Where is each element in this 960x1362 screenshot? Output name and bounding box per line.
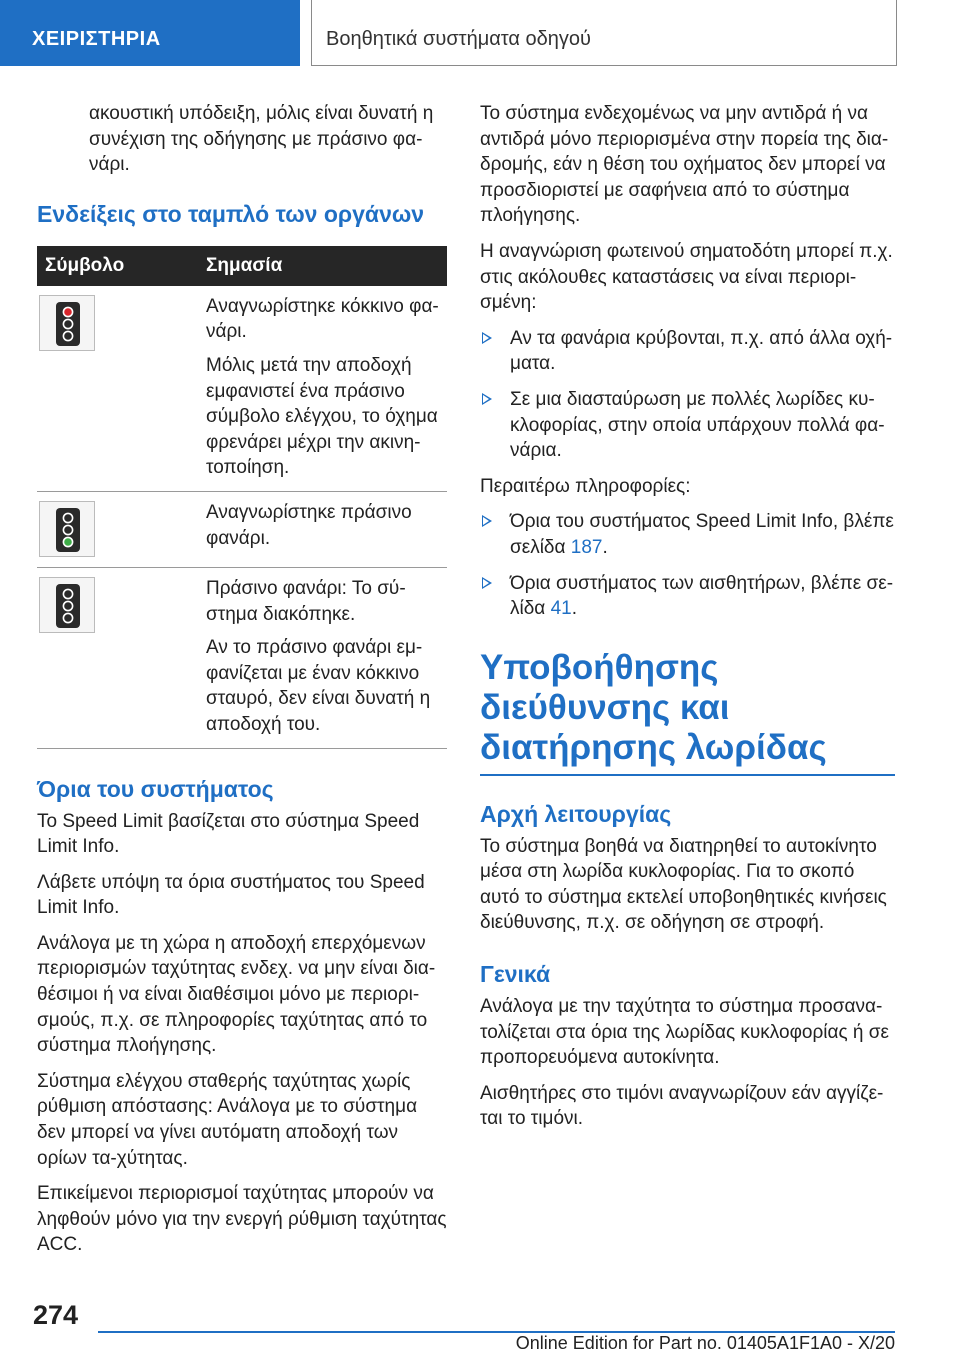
table-heading: Ενδείξεις στο ταμπλό των οργάνων bbox=[37, 200, 425, 227]
row-meaning-text: Πράσινο φανάρι: Το σύ-στημα διακόπηκε. bbox=[206, 577, 406, 625]
symbol-table bbox=[37, 246, 447, 749]
section-heading: Υποβοήθησης διεύθυνσης και διατήρησης λωρίδας bbox=[480, 648, 895, 776]
reference-list bbox=[480, 509, 895, 621]
row-meaning-detail: Μόλις μετά την αποδοχή εμφανιστεί ένα πράσινο σύμβολο ελέγχου, το όχημα φρενάρει μέχρι την ακινη-τοποίηση. bbox=[206, 354, 438, 479]
row-meaning-detail: Αν το πράσινο φανάρι εμ-φανίζεται με έναν κόκκινο σταυρό, δεν είναι δυνατή η αποδοχή του. bbox=[206, 637, 431, 735]
list-item: Όρια του συστήματος Speed Limit Info, βλέπε σελίδα 187. bbox=[480, 509, 895, 560]
traffic-light-red-icon bbox=[39, 295, 95, 351]
edition-note: Online Edition for Part no. 01405A1F1A0 - X/20 bbox=[515, 1333, 895, 1353]
chapter-title: Βοηθητικά συστήματα οδηγού bbox=[326, 28, 591, 50]
list-item: Σε μια διασταύρωση με πολλές λωρίδες κυ-κλοφορίας, στην οποία υπάρχουν πολλά φα-νάρια. bbox=[480, 387, 895, 464]
body-paragraph: Ανάλογα με την ταχύτητα το σύστημα προσανα-τολίζεται στα όρια της λωρίδας κυκλοφορίας ή σε προπορευόμενα αυτοκίνητα. bbox=[480, 996, 889, 1069]
list-item: Αν τα φανάρια κρύβονται, π.χ. από άλλα οχή-ματα. bbox=[480, 326, 895, 377]
table-row bbox=[37, 286, 447, 492]
table-header-row bbox=[37, 246, 447, 286]
body-paragraph: Το σύστημα ενδεχομένως να μην αντιδρά ή να αντιδρά μόνο περιορισμένα στην πορεία της δια-δρομής, εάν η θέση του οχήματος δεν μπορεί να προσδιοριστεί με σαφήνεια από το σύστημα πλοήγησης. bbox=[480, 103, 889, 227]
column-header-meaning: Σημασία bbox=[194, 246, 447, 286]
left-column bbox=[37, 101, 447, 1268]
limits-paragraph: Το Speed Limit βασίζεται στο σύστημα Speed Limit Info. bbox=[37, 810, 420, 858]
table-row bbox=[37, 491, 447, 567]
limitation-list bbox=[480, 326, 895, 464]
row-meaning-text: Αναγνωρίστηκε κόκκινο φα-νάρι. bbox=[206, 295, 439, 343]
column-header-symbol: Σύμβολο bbox=[37, 246, 194, 286]
body-paragraph: Αισθητήρες στο τιμόνι αναγνωρίζουν εάν αγγίζε-ται το τιμόνι. bbox=[480, 1082, 884, 1130]
limits-paragraph: Λάβετε υπόψη τα όρια συστήματος του Speed Limit Info. bbox=[37, 871, 425, 919]
right-column bbox=[480, 101, 895, 1142]
limits-paragraph: Σύστημα ελέγχου σταθερής ταχύτητας χωρίς ρύθμιση απόστασης: Ανάλογα με το σύστημα δεν μπορεί να γίνει αυτόματη αποδοχή των ορίων τα-χύτητας. bbox=[37, 1070, 418, 1169]
bullet-arrow-icon bbox=[482, 393, 492, 405]
traffic-light-gray-icon bbox=[39, 577, 95, 633]
page-reference-link[interactable]: 187 bbox=[570, 536, 603, 558]
page-number: 274 bbox=[33, 1300, 79, 1330]
bullet-arrow-icon bbox=[482, 515, 492, 527]
chapter-tab bbox=[311, 0, 897, 66]
list-item: Όρια συστήματος των αισθητήρων, βλέπε σε-λίδα 41. bbox=[480, 571, 895, 622]
limits-heading: Όρια του συστήματος bbox=[37, 775, 274, 802]
more-info-label: Περαιτέρω πληροφορίες: bbox=[480, 475, 691, 497]
body-paragraph: Η αναγνώριση φωτεινού σηματοδότη μπορεί π.χ. στις ακόλουθες καταστάσεις να είναι περιορι-σμένη: bbox=[480, 240, 893, 314]
limits-paragraph: Ανάλογα με τη χώρα η αποδοχή επερχόμενων περιορισμών ταχύτητας ενδεχ. να μην είναι δια-θέσιμοι ή να είναι διαθέσιμοι μόνο με περιορι-σμούς, π.χ. σε πληροφορίες ταχύτητας από το σύστημα πλοήγησης. bbox=[37, 932, 436, 1057]
body-paragraph: Το σύστημα βοηθά να διατηρηθεί το αυτοκίνητο μέσα στη λωρίδα κυκλοφορίας. Για το σκοπό αυτό το σύστημα εκτελεί υποβοηθητικές κινήσεις διεύθυνσης, π.χ. σε οδήγηση σε στροφή. bbox=[480, 835, 887, 934]
intro-paragraph: ακουστική υπόδειξη, μόλις είναι δυνατή η συνέχιση της οδήγησης με πράσινο φα-νάρι. bbox=[89, 103, 434, 176]
bullet-arrow-icon bbox=[482, 332, 492, 344]
section-tab bbox=[0, 0, 300, 66]
principle-heading: Αρχή λειτουργίας bbox=[480, 800, 672, 827]
row-meaning-text: Αναγνωρίστηκε πράσινο φανάρι. bbox=[206, 501, 412, 549]
limits-paragraph: Επικείμενοι περιορισμοί ταχύτητας μπορούν να ληφθούν μόνο για την ενεργή ρύθμιση ταχύτητας ACC. bbox=[37, 1183, 447, 1256]
page-reference-link[interactable]: 41 bbox=[550, 598, 572, 620]
general-heading: Γενικά bbox=[480, 961, 551, 988]
traffic-light-green-icon bbox=[39, 501, 95, 557]
bullet-arrow-icon bbox=[482, 577, 492, 589]
table-row bbox=[37, 567, 447, 748]
section-title: ΧΕΙΡΙΣΤΗΡΙΑ bbox=[32, 28, 161, 50]
